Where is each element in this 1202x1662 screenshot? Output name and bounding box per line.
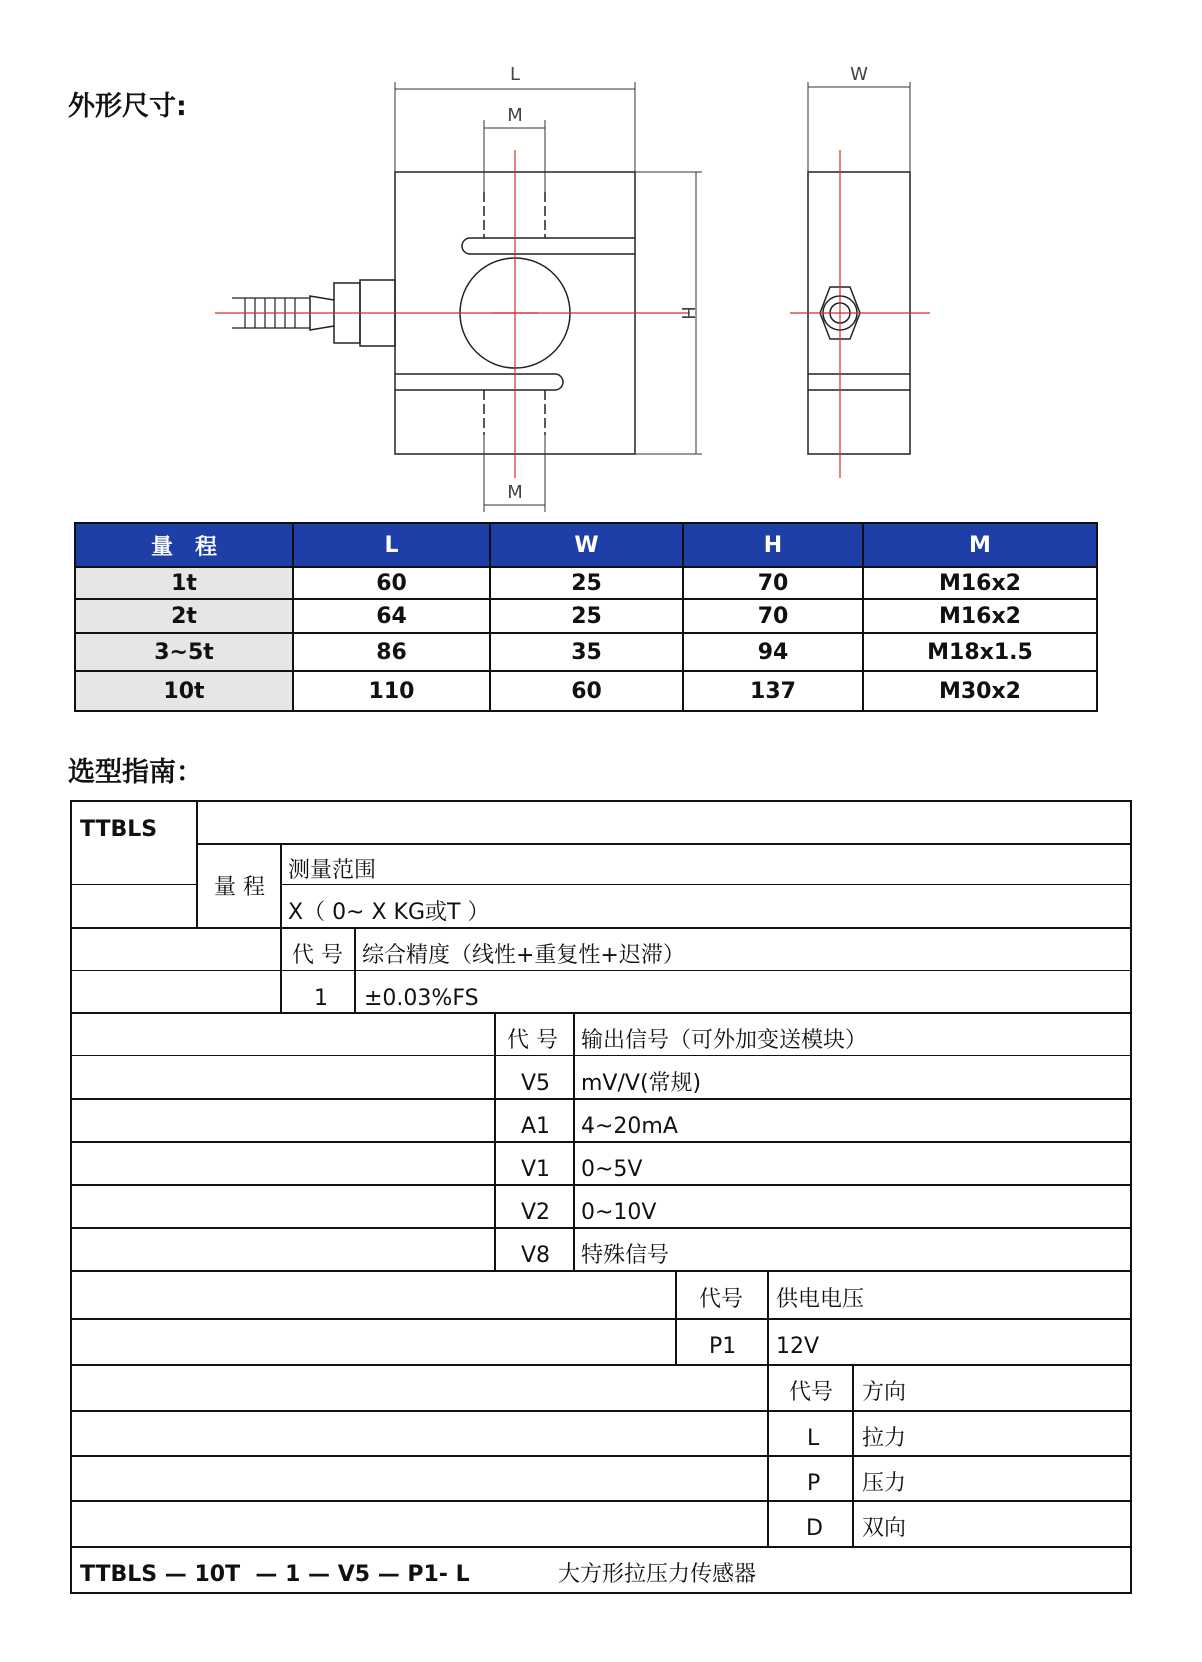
power-code-label: 代号 — [699, 1287, 744, 1312]
output-desc: 输出信号（可外加变送模块） — [581, 1028, 868, 1053]
table-row — [75, 567, 1097, 599]
accuracy-desc: 综合精度（线性+重复性+迟滞） — [362, 943, 685, 968]
direction-value: 拉力 — [862, 1426, 907, 1451]
example-code: TTBLS — 10T — 1 — V5 — P1- L — [80, 1562, 470, 1587]
cell: M18x1.5 — [863, 633, 1097, 671]
cell: 64 — [293, 599, 490, 633]
header-W: W — [490, 523, 683, 567]
range-desc: 测量范围 — [288, 858, 377, 883]
header-L: L — [293, 523, 490, 567]
output-code-label: 代 号 — [507, 1028, 558, 1053]
range-label: 量 程 — [214, 875, 265, 900]
cell: M16x2 — [863, 567, 1097, 599]
output-value: mV/V(常规) — [581, 1071, 702, 1096]
cell: M30x2 — [863, 671, 1097, 711]
output-value: 0~5V — [581, 1157, 643, 1182]
cell: 10t — [75, 671, 293, 711]
dimensions-title: 外形尺寸: — [68, 91, 187, 122]
output-code: V1 — [521, 1157, 551, 1182]
power-desc: 供电电压 — [776, 1287, 865, 1312]
direction-desc: 方向 — [862, 1380, 907, 1405]
guide-title: 选型指南： — [68, 757, 203, 788]
cell: 1t — [75, 567, 293, 599]
cell: 25 — [490, 567, 683, 599]
dimension-table — [74, 522, 1098, 712]
range-value: X（ 0~ X KG或T ） — [288, 900, 490, 925]
cell: 110 — [293, 671, 490, 711]
output-code: A1 — [521, 1114, 551, 1139]
label-M-bottom: M — [507, 482, 523, 503]
cell: M16x2 — [863, 599, 1097, 633]
dimension-drawing — [0, 0, 1202, 520]
model-name: TTBLS — [80, 817, 158, 842]
output-value: 4~20mA — [581, 1114, 678, 1139]
direction-value: 压力 — [862, 1471, 907, 1496]
direction-value: 双向 — [862, 1516, 907, 1541]
output-value: 0~10V — [581, 1200, 657, 1225]
cell: 86 — [293, 633, 490, 671]
power-code: P1 — [709, 1334, 737, 1359]
table-header-row — [75, 523, 1097, 567]
header-M: M — [863, 523, 1097, 567]
example-desc: 大方形拉压力传感器 — [558, 1562, 757, 1587]
cell: 70 — [683, 567, 863, 599]
accuracy-code: 1 — [314, 986, 328, 1011]
table-row — [75, 599, 1097, 633]
label-W: W — [850, 64, 868, 85]
cell: 25 — [490, 599, 683, 633]
header-range: 量 程 — [75, 523, 293, 567]
output-code: V2 — [521, 1200, 551, 1225]
cell: 35 — [490, 633, 683, 671]
cell: 94 — [683, 633, 863, 671]
accuracy-code-label: 代 号 — [292, 943, 343, 968]
direction-code: L — [807, 1426, 820, 1451]
direction-code: P — [807, 1471, 821, 1496]
power-value: 12V — [776, 1334, 820, 1359]
cell: 70 — [683, 599, 863, 633]
label-H: H — [677, 306, 698, 320]
direction-code-label: 代号 — [789, 1380, 834, 1405]
output-value: 特殊信号 — [581, 1243, 670, 1268]
accuracy-value: ±0.03%FS — [364, 986, 479, 1011]
table-row — [75, 633, 1097, 671]
cell: 137 — [683, 671, 863, 711]
label-L: L — [509, 64, 521, 85]
header-H: H — [683, 523, 863, 567]
label-M-top: M — [507, 105, 523, 126]
cell: 60 — [490, 671, 683, 711]
cell: 60 — [293, 567, 490, 599]
table-row — [75, 671, 1097, 711]
output-code: V8 — [521, 1243, 551, 1268]
cell: 3~5t — [75, 633, 293, 671]
cell: 2t — [75, 599, 293, 633]
output-code: V5 — [521, 1071, 551, 1096]
direction-code: D — [806, 1516, 823, 1541]
